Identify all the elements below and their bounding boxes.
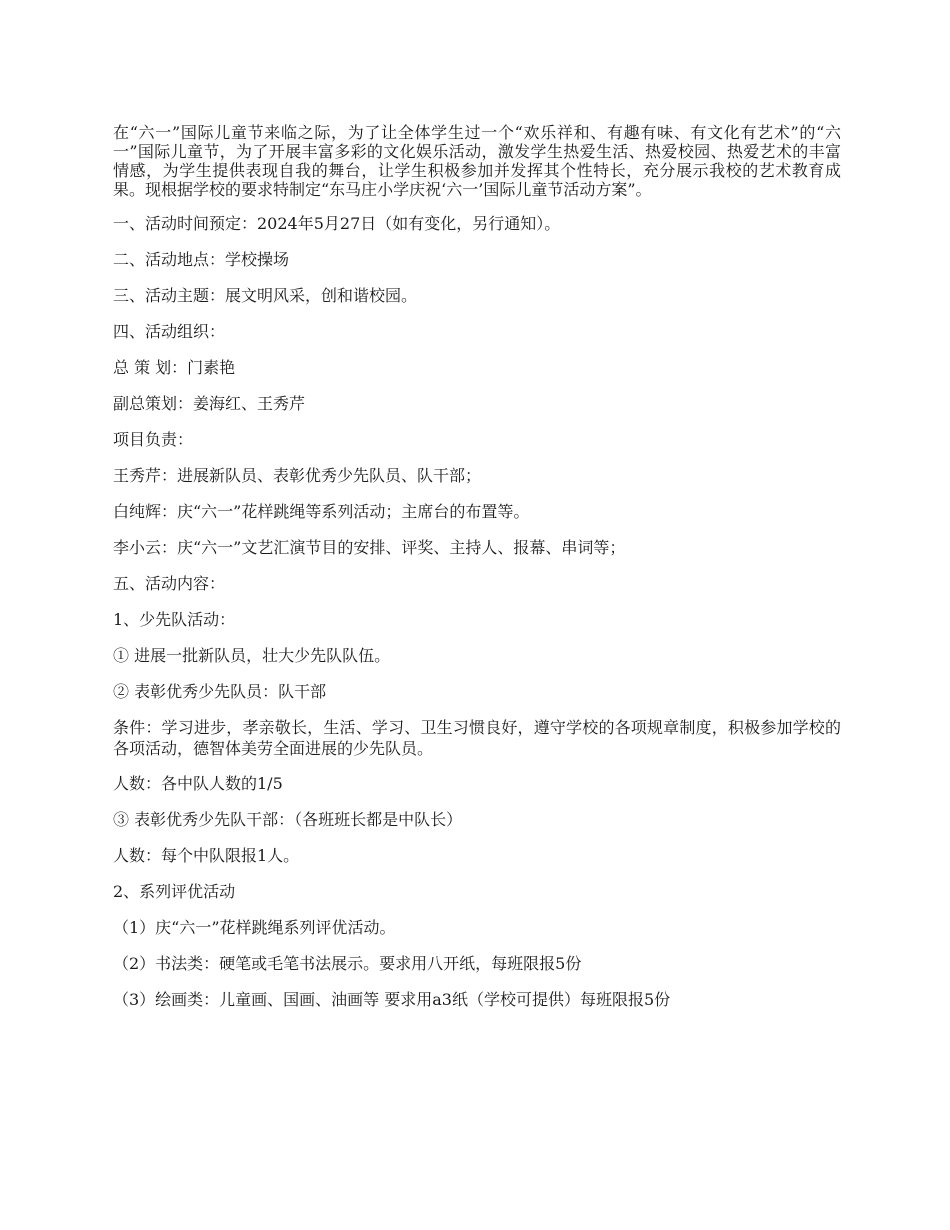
intro-paragraph: 在“六一”国际儿童节来临之际，为了让全体学生过一个“欢乐祥和、有趣有味、有文化有艺术”的“六一”国际儿童节，为了开展丰富多彩的文化娱乐活动，激发学生热爱生活、热爱校园、热爱艺术的丰富情感，为学生提供表现自我的舞台，让学生积极参加并发挥其个性特长，充分展示我校的艺术教育成果。现根据学校的要求特制定“东马庄小学庆祝‘六一’国际儿童节活动方案”。 — [113, 123, 841, 199]
section-heading: 2、系列评优活动 — [113, 882, 236, 901]
project-lead-item: 李小云：庆“六一”文艺汇演节目的安排、评奖、主持人、报幕、串词等； — [113, 538, 626, 557]
list-item: ③ 表彰优秀少先队干部：（各班班长都是中队长） — [113, 810, 463, 829]
list-item: ① 进展一批新队员，壮大少先队队伍。 — [113, 646, 391, 665]
quota-line: 人数：各中队人数的1/5 — [113, 774, 283, 793]
section-heading: 1、少先队活动： — [113, 610, 236, 629]
activity-location: 二、活动地点：学校操场 — [113, 250, 290, 269]
activity-theme: 三、活动主题：展文明风采，创和谐校园。 — [113, 286, 418, 305]
document-body — [113, 123, 841, 1025]
activity-organization-heading: 四、活动组织： — [113, 322, 226, 341]
conditions-paragraph: 条件：学习进步，孝亲敬长，生活、学习、卫生习惯良好，遵守学校的各项规章制度，积极参加学校的各项活动，德智体美劳全面进展的少先队员。 — [113, 718, 841, 758]
project-lead-item: 王秀芹：进展新队员、表彰优秀少先队员、队干部； — [113, 466, 482, 485]
activity-content-heading: 五、活动内容： — [113, 574, 226, 593]
chief-planner: 总 策 划：门素艳 — [113, 358, 236, 377]
list-item: （3）绘画类：儿童画、国画、油画等 要求用a3纸（学校可提供）每班限报5份 — [113, 990, 671, 1009]
list-item: ② 表彰优秀少先队员：队干部 — [113, 682, 327, 701]
quota-line: 人数：每个中队限报1人。 — [113, 846, 300, 865]
deputy-planner: 副总策划：姜海红、王秀芹 — [113, 394, 306, 413]
list-item: （2）书法类：硬笔或毛笔书法展示。要求用八开纸，每班限报5份 — [113, 954, 582, 973]
list-item: （1）庆“六一”花样跳绳系列评优活动。 — [113, 918, 396, 937]
activity-time: 一、活动时间预定：2024年5月27日（如有变化，另行通知）。 — [113, 214, 561, 233]
project-lead-item: 白纯辉：庆“六一”花样跳绳等系列活动；主席台的布置等。 — [113, 502, 530, 521]
project-leads-heading: 项目负责： — [113, 430, 194, 449]
